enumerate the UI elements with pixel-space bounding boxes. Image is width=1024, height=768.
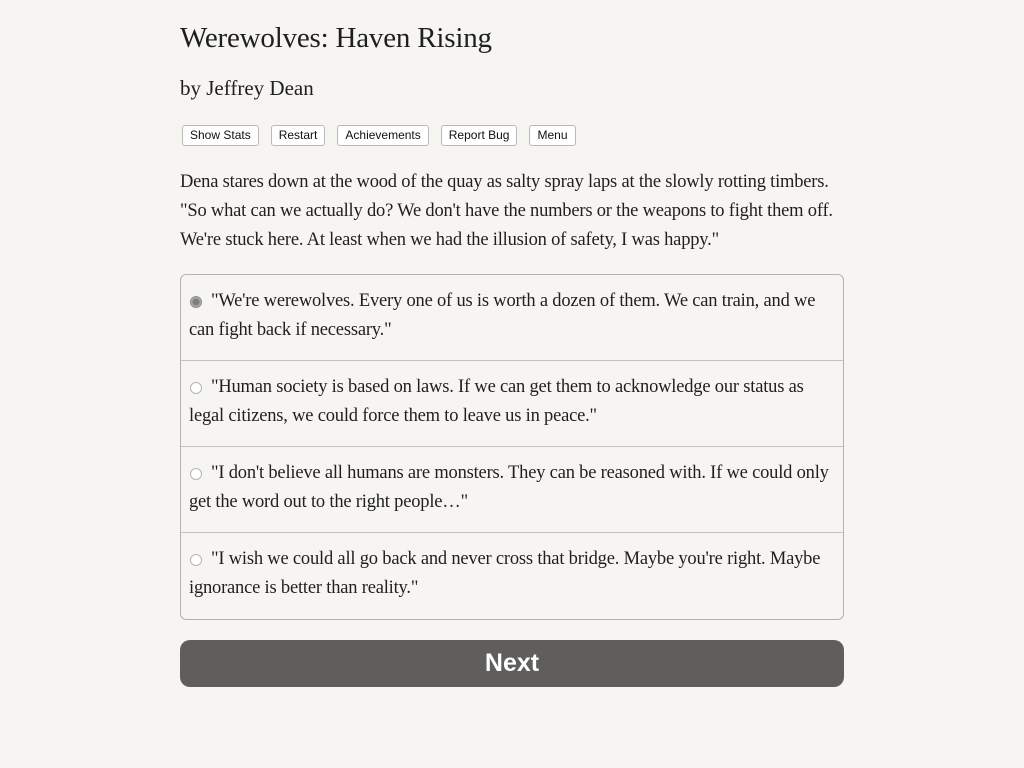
radio-button[interactable] bbox=[190, 468, 202, 480]
choice-list bbox=[180, 274, 844, 620]
choice-option-1[interactable] bbox=[181, 275, 843, 361]
choice-option-2[interactable] bbox=[181, 361, 843, 447]
game-title: Werewolves: Haven Rising bbox=[180, 22, 492, 54]
report-bug-button[interactable]: Report Bug bbox=[441, 125, 518, 146]
choice-option-4[interactable] bbox=[181, 533, 843, 619]
toolbar bbox=[182, 125, 588, 146]
choice-text: "I don't believe all humans are monsters. They can be reasoned with. If we could only get the word out to the right people…" bbox=[189, 463, 829, 512]
menu-button[interactable]: Menu bbox=[529, 125, 575, 146]
radio-button-selected[interactable] bbox=[190, 296, 202, 308]
choice-text: "I wish we could all go back and never cross that bridge. Maybe you're right. Maybe ignorance is better than reality." bbox=[189, 549, 821, 598]
choice-text: "We're werewolves. Every one of us is worth a dozen of them. We can train, and we can fight back if necessary." bbox=[189, 291, 816, 340]
choice-option-3[interactable] bbox=[181, 447, 843, 533]
radio-button[interactable] bbox=[190, 554, 202, 566]
narrative-text: Dena stares down at the wood of the quay as salty spray laps at the slowly rotting timbers. "So what can we actually do? We don't have the numbers or the weapons to fight them off. We're stuck here. At least when we had the illusion of safety, I was happy." bbox=[180, 172, 833, 250]
next-button[interactable]: Next bbox=[180, 640, 844, 687]
restart-button[interactable]: Restart bbox=[271, 125, 326, 146]
radio-button[interactable] bbox=[190, 382, 202, 394]
game-author: by Jeffrey Dean bbox=[180, 76, 314, 100]
show-stats-button[interactable]: Show Stats bbox=[182, 125, 259, 146]
achievements-button[interactable]: Achievements bbox=[337, 125, 428, 146]
choice-text: "Human society is based on laws. If we can get them to acknowledge our status as legal citizens, we could force them to leave us in peace." bbox=[189, 377, 804, 426]
